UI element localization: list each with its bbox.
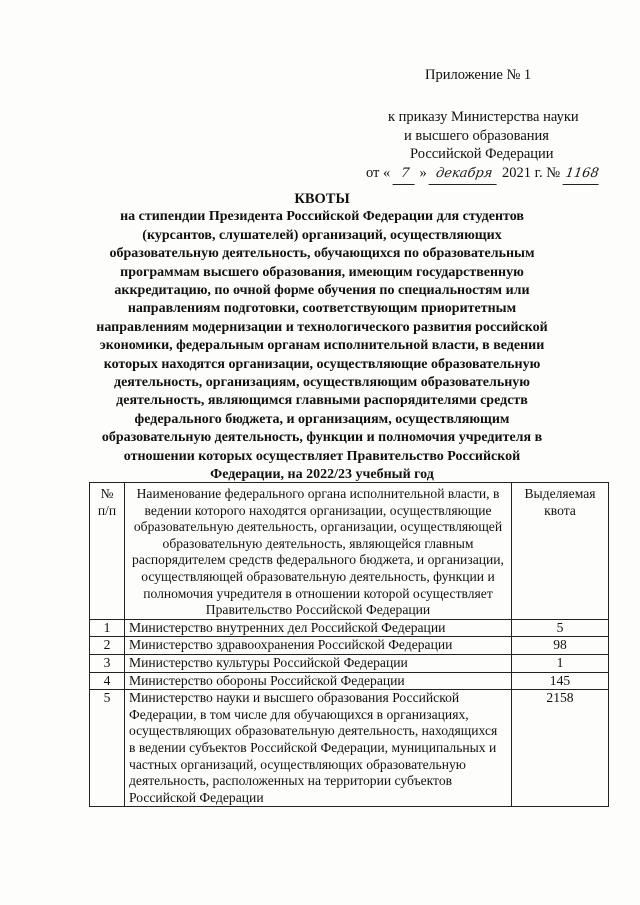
order-date-line: [366, 164, 600, 185]
handwritten-month: декабря: [429, 165, 500, 185]
table-row: [90, 637, 609, 655]
handwritten-day: 7: [393, 165, 418, 185]
row-name: Министерство обороны Российской Федерации: [125, 672, 512, 690]
header-quota: Выделяемая квота: [512, 483, 609, 620]
row-quota: 2158: [512, 690, 609, 807]
table-row: [90, 654, 609, 672]
row-quota: 5: [512, 619, 609, 637]
order-line-1: к приказу Министерства науки: [388, 109, 579, 125]
date-mid: »: [419, 164, 427, 181]
date-year: 2021 г. №: [502, 164, 561, 181]
order-reference: [366, 108, 600, 184]
title-subtitle: на стипендии Президента Российской Федерации для студентов (курсантов, слушателей) организаций, осуществляющих образовательную деятельность, обучающихся по образовательным программам высшего образования, имеющим государственную аккредитацию, по очной форме обучения по специальностям или направлениям подготовки, соответствующим приоритетным направлениям модернизации и технологического развития российской экономики, федеральным органам исполнительной власти, в ведении которых находятся организации, осуществляющие образовательную деятельность, организациям, осуществляющим образовательную деятельность, являющимся главными распорядителями средств федерального бюджета, и организациям, осуществляющим образовательную деятельность, функции и полномочия учредителя в отношении которых осуществляет Правительство Российской Федерации, на 2022/23 учебный год: [96, 209, 548, 483]
row-quota: 1: [512, 654, 609, 672]
row-name: Министерство культуры Российской Федерации: [125, 654, 512, 672]
row-quota: 98: [512, 637, 609, 655]
row-name: Министерство науки и высшего образования Российской Федерации, в том числе для обучающихся в организациях, осуществляющих образовательную деятельность, находящихся в ведении субъектов Российской Федерации, муниципальных и частных организаций, осуществляющих образовательную деятельность, расположенных на территории субъектов Российской Федерации: [125, 690, 512, 807]
row-name: Министерство здравоохранения Российской Федерации: [125, 637, 512, 655]
order-line-3: Российской Федерации: [410, 146, 554, 162]
table-header-row: [90, 483, 609, 620]
quota-table: [89, 482, 609, 807]
row-name: Министерство внутренних дел Российской Федерации: [125, 619, 512, 637]
header-name: Наименование федерального органа исполнительной власти, в ведении которого находятся организации, осуществляющие образовательную деятельность, организации, осуществляющей образовательную деятельность, являющейся главным распорядителем средств федерального бюджета, и организации, осуществляющей образовательную деятельность, функции и полномочия учредителя в отношении которой осуществляет Правительство Российской Федерации: [125, 483, 512, 620]
appendix-label: Приложение № 1: [425, 67, 532, 83]
row-number: 3: [90, 654, 125, 672]
row-quota: 145: [512, 672, 609, 690]
handwritten-order-number: 1168: [562, 165, 601, 185]
row-number: 4: [90, 672, 125, 690]
header-number: № п/п: [90, 483, 125, 620]
row-number: 5: [90, 690, 125, 807]
table-row: [90, 672, 609, 690]
document-title: [88, 190, 556, 485]
table-row: [90, 619, 609, 637]
row-number: 1: [90, 619, 125, 637]
title-heading: КВОТЫ: [294, 191, 350, 207]
date-prefix: от «: [366, 164, 391, 181]
row-number: 2: [90, 637, 125, 655]
order-line-2: и высшего образования: [404, 127, 549, 144]
table-row: [90, 690, 609, 807]
